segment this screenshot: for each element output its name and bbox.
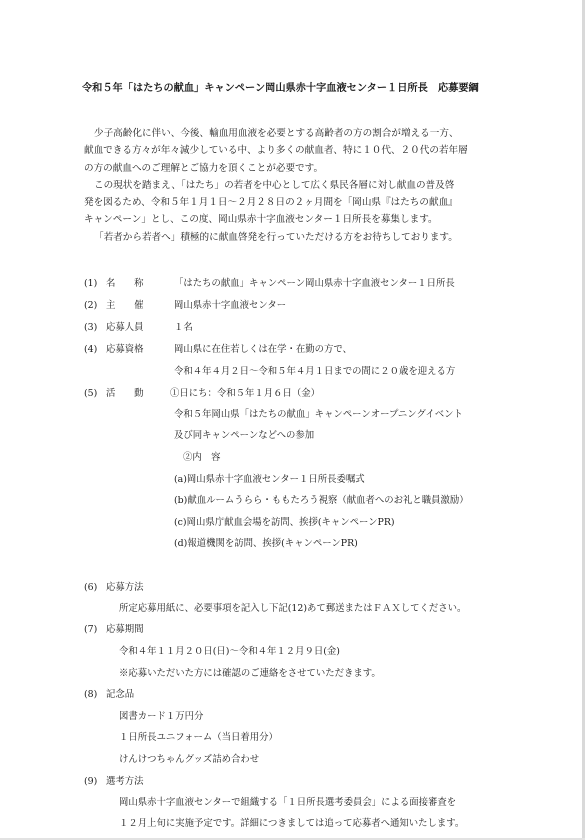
section-value: 岡山県赤十字血液センター (174, 300, 287, 311)
section-number: (8) (84, 689, 98, 700)
section-line: けんけつちゃんグッズ詰め合わせ (119, 754, 260, 765)
activity-content-item: (a)岡山県赤十字血液センター１日所長委嘱式 (174, 474, 365, 485)
activity-description: 令和５年岡山県「はたちの献血」キャンペーンオープニングイベント (174, 409, 463, 420)
section-number: (3) (84, 322, 98, 333)
section-value-continued: 令和４年４月２日～令和５年４月１日までの間に２０歳を迎える方 (174, 366, 456, 377)
section-line: １２月上旬に実施予定です。詳細につきましては追って応募者へ通知いたします。 (119, 818, 465, 829)
section-value: 岡山県に在住若しくは在学・在勤の方で、 (174, 344, 352, 355)
section-value: 「はたちの献血」キャンペーン岡山県赤十字血液センター１日所長 (174, 278, 455, 289)
section-activity (84, 385, 320, 399)
activity-contents-heading: ②内 容 (183, 452, 221, 463)
section-eligibility (84, 341, 352, 355)
intro-line: 献血できる方々が年々減少している中、より多くの献血者、特に１０代、２０代の若年層 (84, 145, 468, 157)
section-gifts (84, 686, 134, 700)
section-line: 図書カード１万円分 (119, 711, 204, 722)
activity-date: ①日にち：令和５年１月６日（金） (170, 388, 321, 399)
section-line: 岡山県赤十字血液センターで組織する「１日所長選考委員会」による面接審査を (119, 797, 457, 808)
section-number: (5) (84, 388, 98, 399)
intro-line: の方の献血へのご理解とご協力を頂くことが必要です。 (84, 162, 324, 174)
activity-description: 及び同キャンペーンなどへの参加 (174, 430, 315, 441)
section-number: (2) (84, 300, 98, 311)
section-line: 所定応募用紙に、必要事項を記入し下記(12)あて郵送またはＦＡＸしてください。 (119, 603, 467, 614)
section-label: 応募方法 (106, 582, 144, 593)
activity-content-item: (b)献血ルームうらら・ももたろう視察（献血者へのお礼と職員激励） (174, 495, 469, 506)
section-value: １名 (174, 322, 193, 333)
section-application-method (84, 579, 144, 593)
section-label: 記念品 (106, 689, 135, 700)
section-application-period (84, 621, 144, 635)
section-label: 応募資格 (106, 344, 144, 355)
section-label: 選考方法 (106, 776, 144, 787)
section-label: 名 称 (106, 278, 144, 289)
section-label: 活 動 (106, 388, 144, 399)
section-name (84, 275, 455, 289)
intro-line: 発を図るため、令和５年１月１日～２月２８日の２ヶ月間を「岡山県『はたちの献血』 (84, 197, 458, 209)
intro-line: 少子高齢化に伴い、今後、輸血用血液を必要とする高齢者の方の割合が増える一方、 (94, 128, 459, 139)
section-number: (9) (84, 776, 98, 787)
section-number: (4) (84, 344, 98, 355)
section-selection-method (84, 773, 144, 787)
section-line: １日所長ユニフォーム（当日着用分） (119, 732, 278, 743)
section-number: (6) (84, 582, 98, 593)
activity-content-item: (c)岡山県庁献血会場を訪問、挨拶(キャンペーンPR) (174, 517, 395, 528)
section-organizer (84, 297, 286, 311)
section-number: (1) (84, 278, 98, 289)
intro-line: 「若者から若者へ」積極的に献血啓発を行っていただける方をお待ちしております。 (94, 231, 458, 243)
section-number: (7) (84, 624, 98, 635)
activity-content-item: (d)報道機関を訪問、挨拶(キャンペーンPR) (174, 538, 358, 549)
section-label: 応募期間 (106, 624, 144, 635)
section-line: 令和４年１１月２０日(日)～令和４年１２月９日(金) (119, 646, 340, 657)
document-title: 令和５年「はたちの献血」キャンペーン岡山県赤十字血液センター１日所長 応募要綱 (82, 82, 479, 94)
intro-line: この現状を踏まえ、「はたち」の若者を中心として広く県民各層に対し献血の普及啓 (94, 179, 455, 191)
intro-paragraph (84, 125, 524, 246)
section-recruit-count (84, 319, 193, 333)
section-line: ※応募いただいた方には確認のご連絡をさせていただきます。 (119, 668, 381, 679)
section-label: 主 催 (106, 300, 144, 311)
intro-line: キャンペーン」とし、この度、岡山県赤十字血液センター１日所長を募集します。 (84, 214, 438, 226)
section-label: 応募人員 (106, 322, 144, 333)
